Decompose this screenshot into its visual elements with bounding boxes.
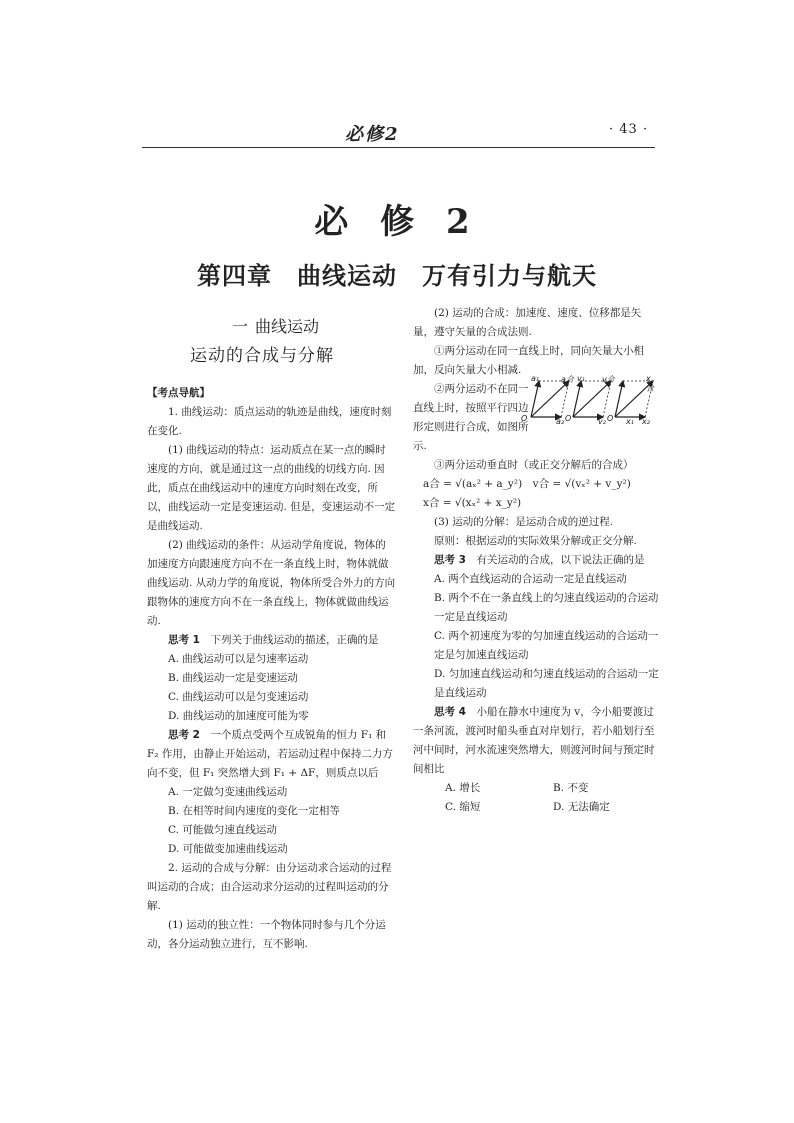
option: D. 可能做变加速曲线运动 xyxy=(168,843,288,855)
figure-label-v: v合 xyxy=(602,375,615,384)
parallelogram-figure xyxy=(521,374,655,426)
option: B. 不变 xyxy=(553,782,589,794)
option: A. 两个直线运动的合运动一定是直线运动 xyxy=(434,573,627,585)
question-label: 思考 3 xyxy=(434,554,466,566)
paragraph: (1) 曲线运动的特点：运动质点在某一点的瞬时速度的方向，就是通过这一点的曲线的切线方向. 因此，质点在曲线运动中的速度方向时刻在改变，所以，曲线运动一定是变速运动. 但是，变速运动不一定是曲线运动. xyxy=(147,444,396,532)
paragraph: (1) 运动的独立性：一个物体同时参与几个分运动，各分运动独立进行，互不影响. xyxy=(147,919,386,950)
page-number: · 43 · xyxy=(609,122,649,137)
option: D. 曲线运动的加速度可能为零 xyxy=(168,710,309,722)
figure-label-x1: x₁ xyxy=(626,417,634,426)
figure-label-o: O xyxy=(565,414,572,423)
option: B. 曲线运动一定是变速运动 xyxy=(168,672,298,684)
parallelogram-diagram xyxy=(529,377,655,425)
question-text: 小船在静水中速度为 v，今小船要渡过一条河流，渡河时船头垂直对岸划行，若小船划行至河中间时，河水流速突然增大，则渡河时间与预定时间相比 xyxy=(413,706,655,775)
study-guide-tag: 【考点导航】 xyxy=(147,387,210,399)
section-subtitle: 运动的合成与分解 xyxy=(190,346,334,366)
option: D. 无法确定 xyxy=(553,801,610,813)
paragraph: ②两分运动不在同一直线上时，按照平行四边形定则进行合成，如图所示. xyxy=(413,383,529,452)
paragraph: 2. 运动的合成与分解：由分运动求合运动的过程叫运动的合成；由合运动求分运动的过程叫运动的分解. xyxy=(147,862,392,912)
option: C. 缩短 xyxy=(445,801,481,813)
paragraph: ①两分运动在同一直线上时，同向矢量大小相加，反向矢量大小相减. xyxy=(413,345,644,376)
option: C. 两个初速度为零的匀加速直线运动的合运动一定是匀加速直线运动 xyxy=(434,630,659,661)
running-title: 必修2 xyxy=(345,124,400,145)
paragraph: ③两分运动垂直时（或正交分解后的合成） xyxy=(434,459,634,471)
question-text: 下列关于曲线运动的描述，正确的是 xyxy=(210,634,379,646)
figure-label-a1: a₁ xyxy=(531,374,540,383)
figure-label-v2: v₂ xyxy=(598,417,606,426)
header-rule xyxy=(142,147,655,148)
option: D. 匀加速直线运动和匀速直线运动的合运动一定是直线运动 xyxy=(434,668,659,699)
formula: x合 = √(xₓ² + x_y²) xyxy=(423,497,522,509)
question-2 xyxy=(147,726,396,783)
option: C. 可能做匀速直线运动 xyxy=(168,824,277,836)
figure-label-v1: v₁ xyxy=(577,374,585,383)
option: C. 曲线运动可以是匀变速运动 xyxy=(168,691,309,703)
paragraph: 原则：根据运动的实际效果分解或正交分解. xyxy=(434,535,637,547)
paragraph: 1. 曲线运动：质点运动的轨迹是曲线，速度时刻在变化. xyxy=(147,406,392,437)
figure-label-x: x合 xyxy=(646,374,654,393)
figure-label-o: O xyxy=(607,414,614,423)
question-3 xyxy=(413,551,661,570)
option: A. 曲线运动可以是匀速率运动 xyxy=(168,653,309,665)
question-1 xyxy=(147,631,396,650)
figure-label-o: O xyxy=(521,414,528,423)
figure-label-a: a合 xyxy=(561,375,574,384)
option: A. 一定做匀变速曲线运动 xyxy=(168,786,288,798)
paragraph: (2) 运动的合成：加速度、速度、位移都是矢量，遵守矢量的合成法则. xyxy=(413,307,642,338)
paragraph: (3) 运动的分解：是运动合成的逆过程. xyxy=(434,516,614,528)
question-text: 有关运动的合成，以下说法正确的是 xyxy=(476,554,645,566)
figure-label-x2: x₂ xyxy=(642,417,650,426)
section-title: 曲线运动 xyxy=(255,317,320,336)
question-label: 思考 1 xyxy=(168,634,200,646)
question-label: 思考 4 xyxy=(434,706,466,718)
section-number: 一 xyxy=(232,317,249,336)
question-text: 一个质点受两个互成锐角的恒力 F₁ 和 F₂ 作用，由静止开始运动，若运动过程中保持二力方向不变，但 F₁ 突然增大到 F₁ + ΔF，则质点以后 xyxy=(147,729,393,779)
figure-label-a2: a₂ xyxy=(556,417,565,426)
option-row xyxy=(413,798,661,817)
paragraph: (2) 曲线运动的条件：从运动学角度说，物体的加速度方向跟速度方向不在一条直线上时，物体就做曲线运动. 从动力学的角度说，物体所受合外力的方向跟物体的速度方向不在一条直线上，物体就做曲线运动. xyxy=(147,539,396,627)
option: B. 两个不在一条直线上的匀速直线运动的合运动一定是直线运动 xyxy=(434,592,659,623)
chapter-title: 第四章 曲线运动 万有引力与航天 xyxy=(197,261,597,290)
option-row xyxy=(413,779,661,798)
question-4 xyxy=(413,703,661,779)
option: B. 在相等时间内速度的变化一定相等 xyxy=(168,805,340,817)
left-column xyxy=(147,384,396,954)
formula: a合 = √(aₓ² + a_y²) v合 = √(vₓ² + v_y²) xyxy=(423,478,631,490)
option: A. 增长 xyxy=(445,782,481,794)
book-title: 必 修 2 xyxy=(314,202,480,242)
question-label: 思考 2 xyxy=(168,729,200,741)
